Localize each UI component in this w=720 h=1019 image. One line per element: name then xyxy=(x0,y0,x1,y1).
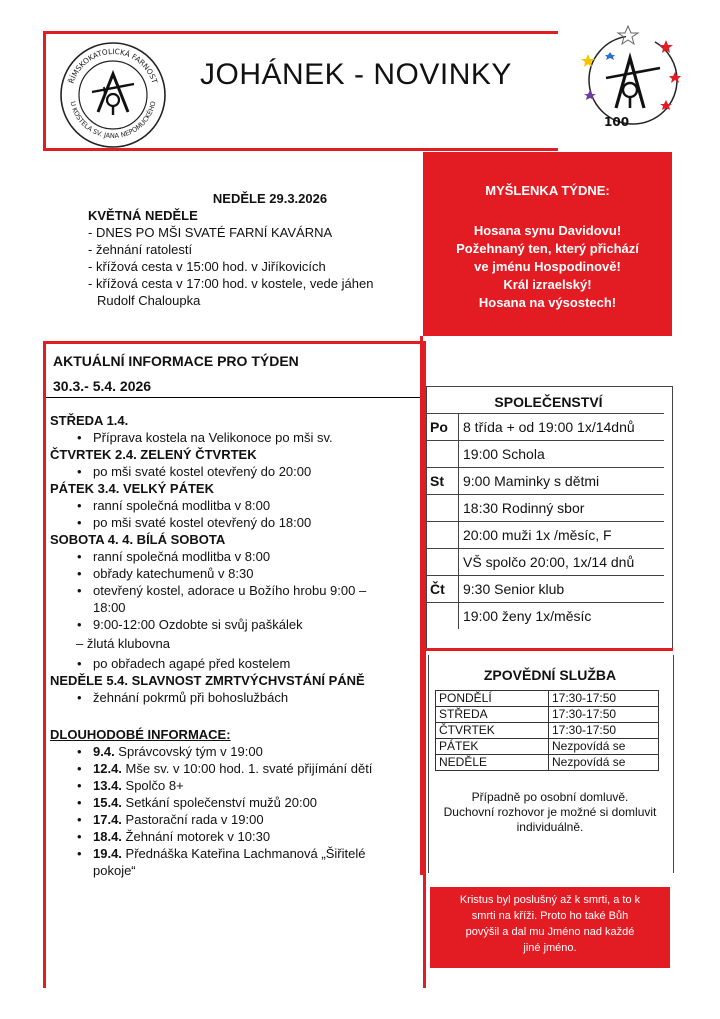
table-row xyxy=(426,441,664,468)
table-row xyxy=(436,707,659,723)
table-cell-text: 9:00 Maminky s dětmi xyxy=(459,468,665,495)
long-term-item xyxy=(50,811,410,828)
quote-line: Kristus byl poslušný až k smrti, a to k xyxy=(459,894,641,906)
long-term-heading: DLOUHODOBÉ INFORMACE: xyxy=(50,727,231,742)
table-cell-time: 17:30-17:50 xyxy=(549,691,659,707)
table-cell-text: 19:00 ženy 1x/měsíc xyxy=(459,603,665,630)
list-item: • po mši svaté kostel otevřený do 18:00 xyxy=(50,514,410,531)
long-term-item xyxy=(50,743,410,760)
community-accent-left xyxy=(420,336,423,650)
list-item: • ranní společná modlitba v 8:00 xyxy=(50,497,410,514)
thought-line: Hosana na výsostech! xyxy=(478,295,617,310)
table-cell-time: Nezpovídá se xyxy=(549,739,659,755)
confession-note xyxy=(428,790,672,835)
sunday-line-cont: Rudolf Chaloupka xyxy=(97,293,201,308)
long-term-text: Žehnání motorek v 10:30 xyxy=(121,829,271,844)
long-term-date: 15.4. xyxy=(93,795,122,810)
list-item: • otevřený kostel, adorace u Božího hrobu 9:00 – xyxy=(50,582,410,599)
table-cell-text: 9:30 Senior klub xyxy=(459,576,665,603)
sunday-line: - křížová cesta v 15:00 hod. v Jiříkovicích xyxy=(88,259,326,274)
long-term-date: 17.4. xyxy=(93,812,122,827)
table-row xyxy=(426,468,664,495)
long-term-date: 13.4. xyxy=(93,778,122,793)
thought-of-week-box xyxy=(423,152,672,336)
table-row xyxy=(426,495,664,522)
long-term-text: Přednáška Kateřina Lachmanová „Šiřitelé xyxy=(121,846,366,861)
note-line: Duchovní rozhovor je možné si domluvit xyxy=(443,805,657,819)
community-title: SPOLEČENSTVÍ xyxy=(494,394,603,410)
long-term-text: Pastorační rada v 19:00 xyxy=(121,812,264,827)
long-term-item xyxy=(50,845,410,862)
weekly-info-title: AKTUÁLNÍ INFORMACE PRO TÝDEN xyxy=(53,353,299,369)
confession-accent-left xyxy=(420,651,423,875)
long-term-text: Setkání společenství mužů 20:00 xyxy=(121,795,318,810)
table-row xyxy=(426,576,664,603)
table-row xyxy=(426,549,664,576)
table-cell-time: 17:30-17:50 xyxy=(549,723,659,739)
table-cell-day: Čt xyxy=(426,576,459,603)
weekly-info-content xyxy=(50,412,410,879)
list-item: • po mši svaté kostel otevřený do 20:00 xyxy=(50,463,410,480)
scripture-quote-box xyxy=(430,887,670,968)
long-term-date: 18.4. xyxy=(93,829,122,844)
table-cell-day xyxy=(426,603,459,630)
list-item: • ranní společná modlitba v 8:00 xyxy=(50,548,410,565)
note-line: Případně po osobní domluvě. xyxy=(471,790,629,804)
table-cell-text: 20:00 muži 1x /měsíc, F xyxy=(459,522,665,549)
table-cell-day xyxy=(426,549,459,576)
parish-100-logo xyxy=(578,22,688,132)
logo-number: 100 xyxy=(604,115,630,129)
table-cell-day: PONDĚLÍ xyxy=(436,691,549,707)
list-item: • 9:00-12:00 Ozdobte si svůj paškálek xyxy=(50,616,410,633)
quote-line: smrti na kříži. Proto ho také Bůh xyxy=(471,910,629,922)
long-term-item xyxy=(50,760,410,777)
weekly-info-date: 30.3.- 5.4. 2026 xyxy=(53,378,152,394)
table-row xyxy=(436,691,659,707)
table-cell-day: STŘEDA xyxy=(436,707,549,723)
table-cell-day xyxy=(426,495,459,522)
long-term-date: 12.4. xyxy=(93,761,122,776)
thought-line: Požehnaný ten, který přichází xyxy=(456,241,639,256)
quote-line: jiné jméno. xyxy=(523,942,577,954)
confession-title: ZPOVĚDNÍ SLUŽBA xyxy=(483,667,617,683)
table-row xyxy=(436,723,659,739)
sunday-date: NEDĚLE 29.3.2026 xyxy=(212,191,328,206)
long-term-item xyxy=(50,794,410,811)
list-item: • obřady katechumenů v 8:30 xyxy=(50,565,410,582)
sunday-section xyxy=(80,190,420,309)
page-title: JOHÁNEK - NOVINKY xyxy=(200,58,512,91)
sunday-line: - žehnání ratolestí xyxy=(88,242,193,257)
table-row xyxy=(426,603,664,630)
long-term-date: 19.4. xyxy=(93,846,122,861)
table-cell-day xyxy=(426,522,459,549)
long-term-item xyxy=(50,777,410,794)
table-row xyxy=(426,414,664,441)
sunday-name: KVĚTNÁ NEDĚLE xyxy=(88,208,198,223)
list-item: • žehnání pokrmů při bohoslužbách xyxy=(50,689,410,706)
thought-title: MYŠLENKA TÝDNE: xyxy=(485,183,610,198)
note-line: individuálně. xyxy=(516,820,584,834)
long-term-text: Spolčo 8+ xyxy=(121,778,184,793)
table-cell-time: 17:30-17:50 xyxy=(549,707,659,723)
community-accent-bottom xyxy=(420,648,673,651)
sunday-line: - křížová cesta v 17:00 hod. v kostele, vede jáhen xyxy=(88,276,374,291)
list-item-cont: 18:00 xyxy=(93,600,126,615)
table-cell-day: NEDĚLE xyxy=(436,755,549,771)
community-table xyxy=(426,413,664,629)
parish-seal-logo xyxy=(58,40,168,150)
table-cell-text: 8 třída + od 19:00 1x/14dnů xyxy=(459,414,665,441)
seal-text-bottom: U KOSTELA SV. JANA NEPOMUCKÉHO xyxy=(68,100,158,141)
thought-line: ve jménu Hospodinově! xyxy=(474,259,621,274)
svg-text:ŘÍMSKOKATOLICKÁ FARNOST xyxy=(67,47,160,85)
table-cell-text: 18:30 Rodinný sbor xyxy=(459,495,665,522)
long-term-item xyxy=(50,828,410,845)
long-term-text: Správcovský tým v 19:00 xyxy=(114,744,263,759)
day-heading: PÁTEK 3.4. VELKÝ PÁTEK xyxy=(50,481,214,496)
quote-line: povýšil a dal mu Jméno nad každé xyxy=(465,926,635,938)
table-cell-text: VŠ spolčo 20:00, 1x/14 dnů xyxy=(459,549,665,576)
table-cell-day: PÁTEK xyxy=(436,739,549,755)
table-row xyxy=(426,522,664,549)
table-cell-text: 19:00 Schola xyxy=(459,441,665,468)
table-cell-day: ČTVRTEK xyxy=(436,723,549,739)
day-heading: SOBOTA 4. 4. BÍLÁ SOBOTA xyxy=(50,532,226,547)
confession-table xyxy=(435,690,659,771)
long-term-text: Mše sv. v 10:00 hod. 1. svaté přijímání dětí xyxy=(121,761,373,776)
table-row xyxy=(436,755,659,771)
list-item: • po obřadech agapé před kostelem xyxy=(50,655,410,672)
table-cell-day: Po xyxy=(426,414,459,441)
thought-line: Hosana synu Davidovu! xyxy=(473,223,622,238)
table-row xyxy=(436,739,659,755)
long-term-date: 9.4. xyxy=(93,744,115,759)
divider xyxy=(46,397,420,398)
day-heading: STŘEDA 1.4. xyxy=(50,413,129,428)
list-item: • Příprava kostela na Velikonoce po mši sv. xyxy=(50,429,410,446)
table-cell-day: St xyxy=(426,468,459,495)
day-heading: NEDĚLE 5.4. SLAVNOST ZMRTVÝCHVSTÁNÍ PÁNĚ xyxy=(50,673,365,688)
day-heading: ČTVRTEK 2.4. ZELENÝ ČTVRTEK xyxy=(50,447,257,462)
thought-line: Král izraelský! xyxy=(503,277,592,292)
seal-text-top: ŘÍMSKOKATOLICKÁ FARNOST xyxy=(66,46,160,85)
table-cell-time: Nezpovídá se xyxy=(549,755,659,771)
sunday-line: - DNES PO MŠI SVATÉ FARNÍ KAVÁRNA xyxy=(88,225,333,240)
table-cell-day xyxy=(426,441,459,468)
list-item-note: – žlutá klubovna xyxy=(76,636,170,651)
long-term-item-cont: pokoje“ xyxy=(93,863,136,878)
